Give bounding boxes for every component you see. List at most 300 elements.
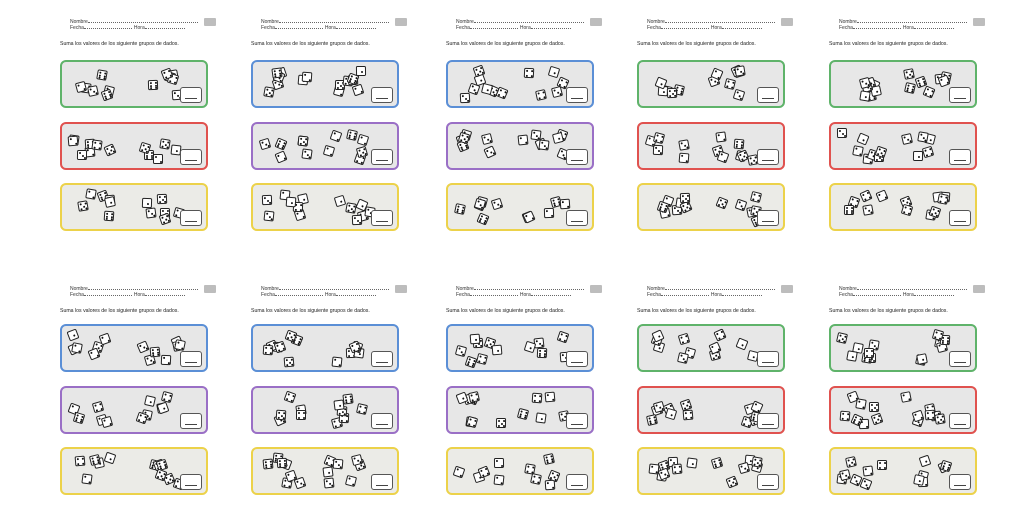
die-pip xyxy=(553,487,555,489)
answer-input[interactable] xyxy=(180,149,202,165)
die-pip xyxy=(844,482,846,484)
die-pip xyxy=(911,91,913,93)
die-pip xyxy=(656,135,658,137)
answer-input[interactable] xyxy=(566,413,588,429)
die-pip xyxy=(936,332,938,334)
die-pip xyxy=(753,194,755,196)
die-2 xyxy=(494,475,505,486)
die-pip xyxy=(327,148,329,150)
die-4 xyxy=(901,204,913,216)
die-pip xyxy=(855,205,858,208)
die-pip xyxy=(659,406,661,408)
die-pip xyxy=(656,405,658,407)
hora-field[interactable] xyxy=(336,291,376,296)
nombre-label: Nombre xyxy=(839,19,857,25)
die-6 xyxy=(342,393,353,404)
die-1 xyxy=(333,399,344,410)
die-pip xyxy=(934,337,936,339)
answer-input[interactable] xyxy=(180,210,202,226)
die-pip xyxy=(755,403,758,406)
die-pip xyxy=(743,73,745,75)
die-pip xyxy=(155,87,157,89)
die-pip xyxy=(367,209,369,211)
nombre-label: Nombre xyxy=(647,19,665,25)
die-pip xyxy=(340,200,342,202)
die-pip xyxy=(348,205,350,207)
dice-group-box xyxy=(637,183,785,231)
die-5 xyxy=(903,68,915,80)
answer-input[interactable] xyxy=(371,149,393,165)
die-pip xyxy=(111,213,113,215)
die-pip xyxy=(361,91,364,94)
die-6 xyxy=(476,212,489,225)
die-pip xyxy=(670,405,673,408)
answer-input[interactable] xyxy=(566,474,588,490)
die-3 xyxy=(481,133,493,145)
die-pip xyxy=(718,348,721,351)
answer-input[interactable] xyxy=(949,149,971,165)
die-pip xyxy=(715,354,717,356)
die-pip xyxy=(270,347,272,349)
answer-input[interactable] xyxy=(180,87,202,103)
die-pip xyxy=(744,467,746,469)
die-pip xyxy=(884,150,887,153)
die-pip xyxy=(271,95,273,97)
answer-input[interactable] xyxy=(949,351,971,367)
die-pip xyxy=(752,356,754,358)
die-6 xyxy=(271,67,282,78)
fecha-field[interactable] xyxy=(661,291,709,296)
answer-input[interactable] xyxy=(757,413,779,429)
die-pip xyxy=(690,412,692,414)
fecha-label: Fecha xyxy=(647,292,661,298)
die-pip xyxy=(862,80,864,82)
die-pip xyxy=(748,425,751,428)
fecha-hora-line xyxy=(456,291,571,298)
die-pip xyxy=(348,478,350,480)
die-pip xyxy=(739,154,742,157)
answer-input[interactable] xyxy=(566,87,588,103)
dice-group-box xyxy=(446,386,594,434)
die-pip xyxy=(669,95,671,97)
die-3 xyxy=(264,211,275,222)
hora-field[interactable] xyxy=(531,24,571,29)
die-pip xyxy=(101,408,103,410)
answer-input[interactable] xyxy=(949,474,971,490)
die-pip xyxy=(291,202,293,204)
die-1 xyxy=(913,474,925,486)
die-pip xyxy=(842,413,844,415)
die-pip xyxy=(846,212,848,214)
die-pip xyxy=(482,475,485,478)
answer-input[interactable] xyxy=(949,87,971,103)
hora-field[interactable] xyxy=(145,291,185,296)
die-4 xyxy=(672,464,683,475)
die-pip xyxy=(265,466,267,468)
fecha-hora-line xyxy=(839,291,954,298)
die-pip xyxy=(456,211,458,213)
die-pip xyxy=(936,215,939,218)
hora-label: Hora xyxy=(710,292,722,298)
answer-input[interactable] xyxy=(566,149,588,165)
nombre-field[interactable] xyxy=(88,18,198,23)
die-pip xyxy=(266,213,268,215)
die-2 xyxy=(494,458,504,468)
die-pip xyxy=(947,82,950,85)
die-pip xyxy=(155,82,157,84)
dice-group-box xyxy=(60,447,208,495)
die-pip xyxy=(498,94,501,97)
fecha-field[interactable] xyxy=(853,24,901,29)
die-3 xyxy=(455,345,467,357)
die-1 xyxy=(67,329,80,342)
die-pip xyxy=(157,476,160,479)
die-5 xyxy=(284,357,295,368)
die-1 xyxy=(286,197,297,208)
die-pip xyxy=(670,459,672,461)
die-2 xyxy=(518,135,529,146)
answer-input[interactable] xyxy=(180,351,202,367)
die-pip xyxy=(148,146,151,149)
die-pip xyxy=(106,213,108,215)
die-pip xyxy=(849,465,851,467)
die-pip xyxy=(177,342,179,344)
die-pip xyxy=(139,345,142,348)
fecha-field[interactable] xyxy=(275,291,323,296)
die-pip xyxy=(674,471,676,473)
die-pip xyxy=(537,482,539,484)
die-pip xyxy=(720,464,722,466)
die-pip xyxy=(90,88,92,90)
die-pip xyxy=(94,147,96,149)
die-pip xyxy=(552,472,555,475)
die-pip xyxy=(143,144,146,147)
die-pip xyxy=(159,201,161,203)
die-pip xyxy=(879,148,882,151)
nombre-field[interactable] xyxy=(474,285,584,290)
die-pip xyxy=(354,457,356,459)
die-pip xyxy=(332,485,334,487)
logo-icon xyxy=(973,18,985,26)
die-pip xyxy=(163,357,165,359)
die-pip xyxy=(685,417,687,419)
die-pip xyxy=(904,136,906,138)
fecha-field[interactable] xyxy=(661,24,709,29)
die-pip xyxy=(113,150,116,153)
die-pip xyxy=(99,350,101,352)
dice-group-box xyxy=(446,183,594,231)
hora-field[interactable] xyxy=(722,291,762,296)
die-pip xyxy=(547,394,549,396)
hora-field[interactable] xyxy=(722,24,762,29)
nombre-field[interactable] xyxy=(665,18,775,23)
die-pip xyxy=(564,340,567,343)
die-5 xyxy=(845,456,857,468)
die-pip xyxy=(82,458,84,460)
die-pip xyxy=(867,487,870,490)
die-pip xyxy=(309,80,311,82)
answer-input[interactable] xyxy=(757,149,779,165)
hora-field[interactable] xyxy=(531,291,571,296)
die-pip xyxy=(655,421,657,423)
die-pip xyxy=(687,401,690,404)
die-pip xyxy=(932,412,934,414)
die-pip xyxy=(558,137,560,139)
nombre-field[interactable] xyxy=(88,285,198,290)
die-1 xyxy=(686,457,697,468)
die-pip xyxy=(147,203,149,205)
dice-group-box xyxy=(251,386,399,434)
die-pip xyxy=(720,199,723,202)
fecha-field[interactable] xyxy=(275,24,323,29)
die-pip xyxy=(851,207,853,209)
die-3 xyxy=(901,133,913,145)
die-pip xyxy=(280,80,283,83)
answer-input[interactable] xyxy=(371,474,393,490)
die-pip xyxy=(309,157,311,159)
die-pip xyxy=(334,132,337,135)
fecha-field[interactable] xyxy=(470,291,518,296)
die-pip xyxy=(472,85,475,88)
die-6 xyxy=(150,347,161,358)
die-1 xyxy=(735,337,748,350)
worksheet-header xyxy=(70,16,216,36)
die-pip xyxy=(560,93,562,95)
die-pip xyxy=(285,465,287,467)
die-pip xyxy=(165,77,168,80)
die-pip xyxy=(520,137,522,139)
die-pip xyxy=(566,335,569,338)
die-pip xyxy=(562,419,564,421)
die-pip xyxy=(724,160,727,163)
die-pip xyxy=(177,210,179,212)
die-pip xyxy=(717,82,720,85)
die-pip xyxy=(159,196,161,198)
die-pip xyxy=(174,92,176,94)
die-pip xyxy=(328,472,330,474)
answer-input[interactable] xyxy=(371,351,393,367)
die-pip xyxy=(303,198,305,200)
die-4 xyxy=(468,391,480,403)
die-pip xyxy=(473,89,476,92)
die-pip xyxy=(864,199,867,202)
die-4 xyxy=(356,403,368,415)
nombre-label: Nombre xyxy=(70,286,88,292)
die-pip xyxy=(340,424,342,426)
die-pip xyxy=(544,356,546,358)
nombre-field[interactable] xyxy=(857,285,967,290)
answer-input[interactable] xyxy=(757,87,779,103)
die-pip xyxy=(529,347,532,350)
fecha-field[interactable] xyxy=(853,291,901,296)
nombre-field[interactable] xyxy=(279,285,389,290)
die-5 xyxy=(751,456,762,467)
die-pip xyxy=(526,142,528,144)
die-pip xyxy=(283,412,285,414)
die-pip xyxy=(524,417,526,419)
answer-input[interactable] xyxy=(180,413,202,429)
die-pip xyxy=(733,82,735,84)
die-pip xyxy=(687,200,689,202)
die-2 xyxy=(679,153,690,164)
die-pip xyxy=(268,145,270,147)
die-pip xyxy=(940,196,942,198)
die-1 xyxy=(104,196,116,208)
die-pip xyxy=(539,401,541,403)
die-pip xyxy=(277,155,280,158)
die-5 xyxy=(680,193,690,203)
die-pip xyxy=(335,461,337,463)
die-pip xyxy=(160,161,162,163)
die-4 xyxy=(136,412,149,425)
die-pip xyxy=(485,357,487,359)
die-pip xyxy=(880,152,883,155)
die-2 xyxy=(862,465,873,476)
die-pip xyxy=(105,98,108,101)
dice-group-box xyxy=(829,60,977,108)
die-pip xyxy=(354,88,357,91)
die-4 xyxy=(922,85,935,98)
die-pip xyxy=(739,201,742,204)
answer-input[interactable] xyxy=(949,413,971,429)
answer-input[interactable] xyxy=(566,210,588,226)
hora-label: Hora xyxy=(324,292,336,298)
die-pip xyxy=(305,144,307,146)
die-pip xyxy=(680,337,682,339)
die-pip xyxy=(710,79,713,82)
nombre-field[interactable] xyxy=(474,18,584,23)
fecha-field[interactable] xyxy=(84,291,132,296)
answer-input[interactable] xyxy=(949,210,971,226)
die-pip xyxy=(101,337,104,340)
answer-input[interactable] xyxy=(757,351,779,367)
die-pip xyxy=(289,332,292,335)
die-pip xyxy=(854,463,856,465)
die-3 xyxy=(734,65,745,76)
die-pip xyxy=(942,337,944,339)
die-4 xyxy=(653,132,665,144)
die-pip xyxy=(101,345,103,347)
die-pip xyxy=(938,421,940,423)
die-2 xyxy=(71,342,83,354)
die-pip xyxy=(737,68,739,70)
fecha-field[interactable] xyxy=(470,24,518,29)
answer-input[interactable] xyxy=(757,210,779,226)
die-pip xyxy=(300,204,302,206)
die-5 xyxy=(869,402,879,412)
nombre-field[interactable] xyxy=(279,18,389,23)
die-2 xyxy=(717,151,730,164)
die-pip xyxy=(475,339,477,341)
die-pip xyxy=(937,416,939,418)
hora-field[interactable] xyxy=(336,24,376,29)
answer-input[interactable] xyxy=(180,474,202,490)
die-pip xyxy=(685,335,687,337)
hora-field[interactable] xyxy=(914,24,954,29)
die-pip xyxy=(536,340,538,342)
die-6 xyxy=(543,453,555,465)
fecha-field[interactable] xyxy=(84,24,132,29)
fecha-hora-line xyxy=(839,24,954,31)
die-3 xyxy=(653,401,665,413)
die-pip xyxy=(879,467,881,469)
dice-group-box xyxy=(829,324,977,372)
die-pip xyxy=(493,94,496,97)
die-4 xyxy=(524,68,535,79)
die-2 xyxy=(174,339,186,351)
die-pip xyxy=(79,351,81,353)
die-pip xyxy=(281,147,284,150)
dice-group-box xyxy=(446,324,594,372)
die-pip xyxy=(349,80,352,83)
die-pip xyxy=(94,142,96,144)
answer-input[interactable] xyxy=(757,474,779,490)
nombre-field[interactable] xyxy=(665,285,775,290)
fecha-label: Fecha xyxy=(456,25,470,31)
die-pip xyxy=(927,412,929,414)
die-pip xyxy=(181,348,183,350)
die-pip xyxy=(845,474,847,476)
answer-input[interactable] xyxy=(566,351,588,367)
die-pip xyxy=(365,407,367,409)
die-pip xyxy=(295,209,297,211)
die-pip xyxy=(269,202,271,204)
die-pip xyxy=(863,407,865,409)
die-pip xyxy=(151,157,153,159)
die-pip xyxy=(78,84,80,86)
die-pip xyxy=(265,352,267,354)
die-pip xyxy=(674,466,676,468)
die-pip xyxy=(164,473,167,476)
die-pip xyxy=(741,159,744,162)
die-pip xyxy=(471,394,473,396)
die-2 xyxy=(345,475,357,487)
die-3 xyxy=(262,195,272,205)
die-pip xyxy=(79,152,81,154)
nombre-field[interactable] xyxy=(857,18,967,23)
die-1 xyxy=(492,345,503,356)
die-4 xyxy=(877,460,887,470)
die-pip xyxy=(842,472,844,474)
die-pip xyxy=(552,460,554,462)
die-pip xyxy=(714,80,717,83)
die-pip xyxy=(351,401,353,403)
die-pip xyxy=(526,75,528,77)
fecha-label: Fecha xyxy=(839,292,853,298)
die-pip xyxy=(682,342,684,344)
die-2 xyxy=(852,145,864,157)
die-pip xyxy=(728,480,731,483)
die-pip xyxy=(715,466,717,468)
die-pip xyxy=(356,343,359,346)
die-pip xyxy=(685,412,687,414)
die-pip xyxy=(98,77,100,79)
die-pip xyxy=(360,461,362,463)
die-1 xyxy=(548,66,560,78)
answer-input[interactable] xyxy=(371,413,393,429)
die-5 xyxy=(345,202,357,214)
die-pip xyxy=(482,72,485,75)
die-pip xyxy=(910,140,912,142)
hora-field[interactable] xyxy=(914,291,954,296)
die-pip xyxy=(687,203,690,206)
answer-input[interactable] xyxy=(371,210,393,226)
answer-input[interactable] xyxy=(371,87,393,103)
hora-field[interactable] xyxy=(145,24,185,29)
die-pip xyxy=(839,335,841,337)
die-pip xyxy=(353,350,356,353)
die-5 xyxy=(934,413,945,424)
